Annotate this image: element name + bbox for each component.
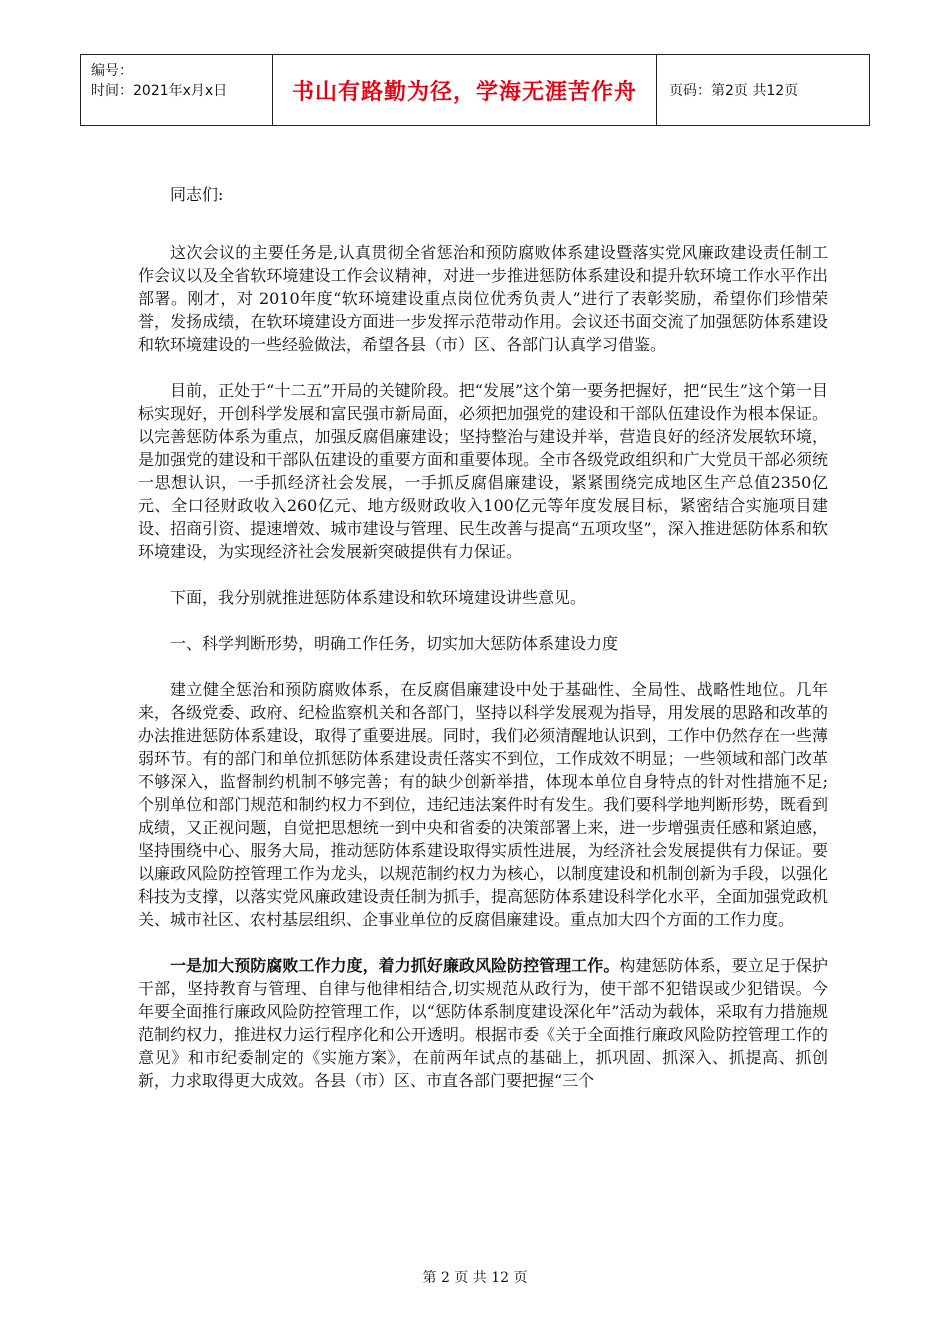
paragraph-prevention-work (138, 954, 828, 1092)
header-motto: 书山有路勤为径，学海无涯苦作舟 (272, 54, 657, 126)
header-page-label: 页码：第2页 共12页 (657, 54, 870, 126)
paragraph-body-text: 构建惩防体系，要立足于保护干部，坚持教育与管理、自律与他律相结合,切实规范从政行为，使干部不犯错误或少犯错误。今年要全面推行廉政风险防控管理工作，以“惩防体系制度建设深化年”活动为载体，采取有力措施规范制约权力，推进权力运行程序化和公开透明。根据市委《关于全面推行廉政风险防控管理工作的意见》和市纪委制定的《实施方案》，在前两年试点的基础上，抓巩固、抓深入、抓提高、抓创新，力求取得更大成效。各县（市）区、市直各部门要把握“三个 (138, 956, 828, 1090)
paragraph-current-stage: 目前，正处于“十二五”开局的关键阶段。把“发展”这个第一要务把握好，把“民生”这个第一目标实现好，开创科学发展和富民强市新局面，必须把加强党的建设和干部队伍建设作为根本保证。以完善惩防体系为重点，加强反腐倡廉建设；坚持整治与建设并举，营造良好的经济发展软环境，是加强党的建设和干部队伍建设的重要方面和重要体现。全市各级党政组织和广大党员干部必须统一思想认识，一手抓经济社会发展，一手抓反腐倡廉建设，紧紧围绕完成地区生产总值2350亿元、全口径财政收入260亿元、地方级财政收入100亿元等年度发展目标，紧密结合实施项目建设、招商引资、提速增效、城市建设与管理、民生改善与提高“五项攻坚”，深入推进惩防体系和软环境建设，为实现经济社会发展新突破提供有力保证。 (138, 381, 828, 561)
paragraph-meeting-task: 这次会议的主要任务是,认真贯彻全省惩治和预防腐败体系建设暨落实党风廉政建设责任制工作会议以及全省软环境建设工作会议精神，对进一步推进惩防体系建设和提升软环境工作水平作出部署。刚才，对 2010年度“软环境建设重点岗位优秀负责人”进行了表彰奖励，希望你们珍惜荣誉，发扬成绩，在软环境建设方面进一步发挥示范带动作用。会议还书面交流了加强惩防体系建设和软环境建设的一些经验做法，希望各县（市）区、各部门认真学习借鉴。 (138, 243, 828, 354)
paragraph-intro-opinions: 下面，我分别就推进惩防体系建设和软环境建设讲些意见。 (170, 588, 587, 607)
paragraph-lead-sentence: 一是加大预防腐败工作力度，着力抓好廉政风险防控管理工作。 (170, 956, 620, 975)
page-header (80, 54, 870, 126)
document-number-label: 编号： (91, 63, 133, 79)
document-body (138, 183, 828, 1115)
document-time-label: 时间：2021年x月x日 (91, 83, 228, 99)
section-heading-1: 一、科学判断形势，明确工作任务，切实加大惩防体系建设力度 (170, 634, 619, 653)
page-footer: 第 2 页 共 12 页 (422, 1270, 528, 1286)
paragraph-system-building: 建立健全惩治和预防腐败体系，在反腐倡廉建设中处于基础性、全局性、战略性地位。几年来，各级党委、政府、纪检监察机关和各部门，坚持以科学发展观为指导，用发展的思路和改革的办法推进惩防体系建设，取得了重要进展。同时，我们必须清醒地认识到，工作中仍然存在一些薄弱环节。有的部门和单位抓惩防体系建设责任落实不到位，工作成效不明显；一些领域和部门改革不够深入，监督制约机制不够完善；有的缺少创新举措，体现本单位自身特点的针对性措施不足;个别单位和部门规范和制约权力不到位，违纪违法案件时有发生。我们要科学地判断形势，既看到成绩，又正视问题，自觉把思想统一到中央和省委的决策部署上来，进一步增强责任感和紧迫感，坚持围绕中心、服务大局，推动惩防体系建设取得实质性进展，为经济社会发展提供有力保证。要以廉政风险防控管理工作为龙头，以规范制约权力为核心，以制度建设和机制创新为手段，以强化科技为支撑，以落实党风廉政建设责任制为抓手，提高惩防体系建设科学化水平，全面加强党政机关、城市社区、农村基层组织、企事业单位的反腐倡廉建设。重点加大四个方面的工作力度。 (138, 680, 828, 929)
header-meta (80, 54, 272, 126)
greeting: 同志们: (170, 185, 224, 204)
